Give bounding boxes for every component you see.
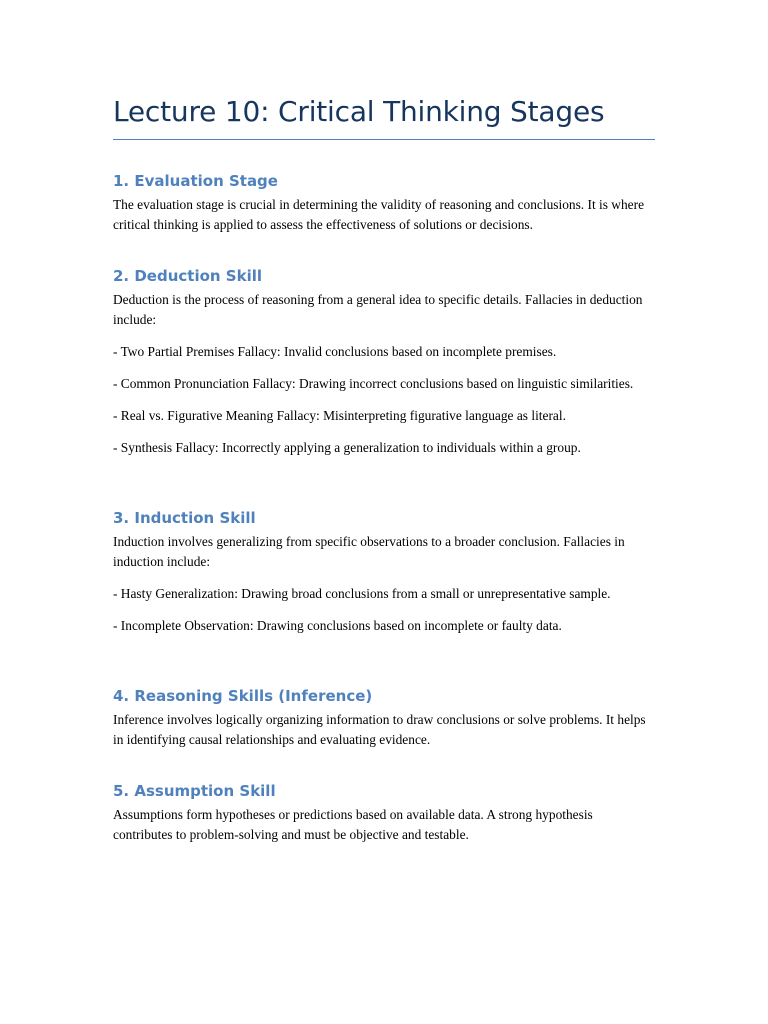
- document-title: Lecture 10: Critical Thinking Stages: [113, 95, 605, 128]
- section-assumption-skill: [113, 781, 655, 845]
- section-heading: 2. Deduction Skill: [113, 267, 263, 285]
- list-item: - Common Pronunciation Fallacy: Drawing incorrect conclusions based on linguistic similarities.: [113, 376, 634, 391]
- section-evaluation-stage: [113, 171, 655, 235]
- section-deduction-skill: [113, 266, 655, 458]
- list-item: - Hasty Generalization: Drawing broad conclusions from a small or unrepresentative sample.: [113, 586, 611, 601]
- title-underline: [113, 139, 655, 140]
- section-paragraph: The evaluation stage is crucial in determining the validity of reasoning and conclusions. It is where critical thinking is applied to assess the effectiveness of solutions or decisions.: [113, 197, 645, 232]
- section-heading: 3. Induction Skill: [113, 509, 256, 527]
- section-reasoning-skills: [113, 686, 655, 750]
- list-item: - Incomplete Observation: Drawing conclusions based on incomplete or faulty data.: [113, 618, 562, 633]
- list-item: - Two Partial Premises Fallacy: Invalid conclusions based on incomplete premises.: [113, 344, 557, 359]
- list-item: - Real vs. Figurative Meaning Fallacy: Misinterpreting figurative language as literal.: [113, 408, 566, 423]
- section-heading: 1. Evaluation Stage: [113, 172, 278, 190]
- section-paragraph: Induction involves generalizing from specific observations to a broader conclusion. Fallacies in induction include:: [113, 534, 625, 569]
- section-paragraph: Deduction is the process of reasoning from a general idea to specific details. Fallacies in deduction include:: [113, 292, 643, 327]
- section-paragraph: Assumptions form hypotheses or predictions based on available data. A strong hypothesis contributes to problem-solving and must be objective and testable.: [113, 807, 593, 842]
- section-paragraph: Inference involves logically organizing information to draw conclusions or solve problems. It helps in identifying causal relationships and evaluating evidence.: [113, 712, 646, 747]
- section-heading: 5. Assumption Skill: [113, 782, 276, 800]
- list-item: - Synthesis Fallacy: Incorrectly applying a generalization to individuals within a group.: [113, 440, 581, 455]
- section-induction-skill: [113, 508, 655, 636]
- section-heading: 4. Reasoning Skills (Inference): [113, 687, 373, 705]
